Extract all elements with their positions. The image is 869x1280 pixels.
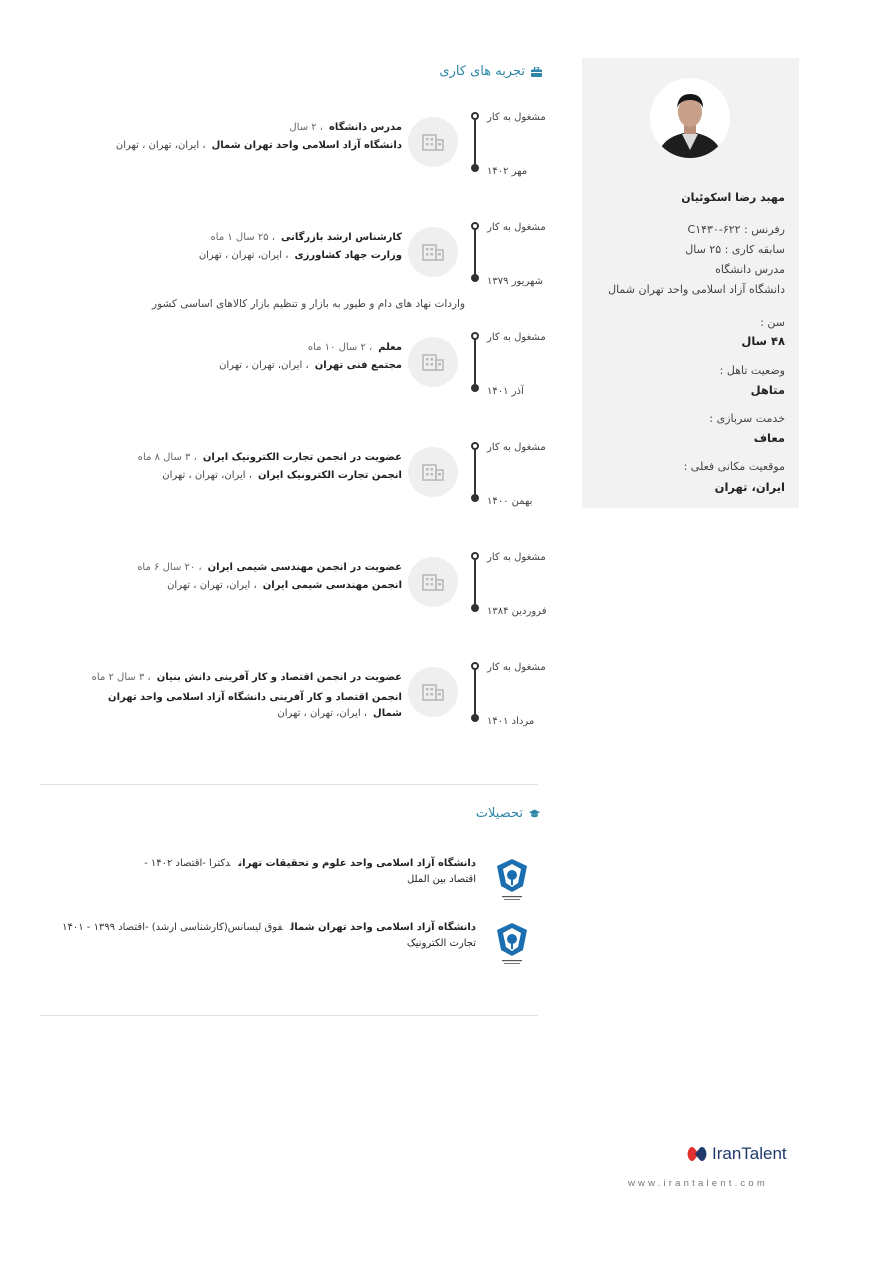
timeline-end-dot (471, 494, 479, 502)
timeline-end-dot (471, 384, 479, 392)
current-workplace: دانشگاه آزاد اسلامی واحد تهران شمال (608, 283, 785, 296)
building-icon (408, 337, 458, 387)
university-logo-icon (494, 856, 530, 906)
brand-name: IranTalent (712, 1144, 787, 1163)
job-title: معلم (378, 342, 402, 353)
profile-sidebar (582, 58, 799, 508)
website-url[interactable]: www.irantalent.com (628, 1178, 768, 1189)
timeline-line (474, 116, 476, 168)
timeline-end-dot (471, 604, 479, 612)
job-organization: مجتمع فنی تهران (314, 360, 402, 371)
education-title: تحصیلات (475, 806, 523, 821)
avatar (650, 78, 730, 158)
job-description: واردات نهاد های دام و طیور به بازار و تنظیم بازار کالاهای اساسی کشور (152, 298, 466, 310)
job-location: ، ایران، تهران ، تهران (167, 580, 257, 591)
job-location: ، ایران، تهران ، تهران (219, 360, 309, 371)
job-org-row (82, 690, 402, 722)
education-entry (62, 920, 530, 972)
job-duration: ، ۲۰ سال ۶ ماه (137, 562, 202, 573)
job-location: ، ایران، تهران ، تهران (115, 140, 206, 151)
job-title-row (211, 232, 402, 243)
job-status: مشغول به کار (487, 662, 546, 673)
job-duration: ، ۳ سال ۲ ماه (91, 672, 151, 683)
job-org-row (199, 250, 402, 261)
job-organization: وزارت جهاد کشاورزی (294, 250, 402, 261)
job-title-row (92, 672, 402, 683)
field-of-study: تجارت الکترونیک (406, 938, 476, 949)
job-status: مشغول به کار (487, 222, 546, 233)
job-organization: دانشگاه آزاد اسلامی واحد تهران شمال (211, 140, 402, 151)
age-label: سن : (760, 316, 785, 329)
current-position: مدرس دانشگاه (715, 263, 785, 276)
job-title-row (138, 452, 402, 463)
irantalent-logo (686, 1144, 787, 1164)
job-duration: ، ۲۵ سال ۱ ماه (210, 232, 275, 243)
job-title-row (289, 122, 402, 133)
job-entry (40, 662, 550, 736)
marital-status-label: وضعیت تاهل : (719, 364, 785, 377)
job-location: ، ایران، تهران ، تهران (277, 708, 368, 719)
job-org-row (162, 470, 402, 481)
education-line (62, 922, 476, 933)
job-location: ، ایران، تهران ، تهران (198, 250, 289, 261)
degree: فوق لیسانس(کارشناسی ارشد) -اقتصاد ۱۳۹۹ - ۱۴۰۱ (62, 922, 283, 933)
work-experience-years: سابقه کاری : ۲۵ سال (685, 243, 785, 256)
job-status: مشغول به کار (487, 552, 546, 563)
work-experience-title: تجربه های کاری (439, 64, 525, 79)
job-title: عضویت در انجمن مهندسی شیمی ایران (207, 562, 402, 573)
job-org-row (219, 360, 402, 371)
job-location: ، ایران، تهران ، تهران (162, 470, 252, 481)
job-org-row (116, 140, 402, 151)
education-line (144, 858, 476, 869)
job-status: مشغول به کار (487, 332, 546, 343)
job-date: آذر ۱۴۰۱ (487, 386, 524, 397)
timeline-start-dot (471, 112, 479, 120)
job-title: مدرس دانشگاه (329, 122, 402, 133)
job-entry (40, 552, 550, 626)
job-title-row (137, 562, 402, 573)
graduation-cap-icon (529, 809, 540, 819)
location-value: ایران، تهران (714, 480, 785, 494)
job-title: عضویت در انجمن اقتصاد و کار آفرینی دانش بنیان (156, 672, 402, 683)
field-of-study: اقتصاد بین الملل (406, 874, 476, 885)
job-entry (40, 222, 550, 296)
building-icon (408, 227, 458, 277)
section-divider (40, 1015, 538, 1016)
timeline-start-dot (471, 222, 479, 230)
work-experience-header (439, 64, 542, 79)
job-duration: ، ۳ سال ۸ ماه (137, 452, 197, 463)
job-org-row (167, 580, 402, 591)
building-icon (408, 667, 458, 717)
university-name: دانشگاه آزاد اسلامی واحد علوم و تحقیقات تهران (238, 858, 476, 869)
job-title: کارشناس ارشد بازرگانی (280, 232, 402, 243)
job-date: بهمن ۱۴۰۰ (487, 496, 533, 507)
job-date: شهریور ۱۳۷۹ (487, 276, 543, 287)
job-organization: انجمن مهندسی شیمی ایران (262, 580, 402, 591)
timeline-start-dot (471, 552, 479, 560)
job-title-row (308, 342, 402, 353)
timeline-line (474, 666, 476, 718)
timeline-end-dot (471, 274, 479, 282)
age-value: ۴۸ سال (741, 334, 785, 348)
timeline-end-dot (471, 164, 479, 172)
job-date: مهر ۱۴۰۲ (487, 166, 528, 177)
job-date: فروردین ۱۳۸۴ (487, 606, 547, 617)
job-entry (40, 332, 550, 406)
military-service-value: معاف (753, 431, 785, 445)
university-name: دانشگاه آزاد اسلامی واحد تهران شمال (290, 922, 476, 933)
timeline-start-dot (471, 332, 479, 340)
education-header (476, 806, 540, 821)
brand-mark-icon (686, 1145, 708, 1163)
job-organization: انجمن اقتصاد و کار آفرینی دانشگاه آزاد اسلامی واحد تهران شمال (108, 692, 402, 719)
timeline-line (474, 556, 476, 608)
job-entry (40, 442, 550, 516)
briefcase-icon (531, 67, 542, 77)
job-status: مشغول به کار (487, 442, 546, 453)
degree: دکترا -اقتصاد ۱۴۰۲ - (144, 858, 231, 869)
job-date: مرداد ۱۴۰۱ (487, 716, 535, 727)
section-divider (40, 784, 538, 785)
marital-status-value: متاهل (750, 383, 785, 397)
military-service-label: خدمت سربازی : (709, 412, 785, 425)
timeline-start-dot (471, 662, 479, 670)
education-entry (100, 856, 530, 908)
location-label: موقعیت مکانی فعلی : (683, 460, 785, 473)
reference-code: رفرنس : C۱۴۳۰-۶۲۲ (687, 223, 785, 236)
university-logo-icon (494, 920, 530, 970)
timeline-start-dot (471, 442, 479, 450)
timeline-line (474, 226, 476, 278)
building-icon (408, 447, 458, 497)
job-status: مشغول به کار (487, 112, 546, 123)
timeline-end-dot (471, 714, 479, 722)
job-entry (40, 112, 550, 186)
job-organization: انجمن تجارت الکترونیک ایران (257, 470, 402, 481)
building-icon (408, 117, 458, 167)
job-duration: ، ۲ سال ۱۰ ماه (307, 342, 373, 353)
job-duration: ، ۲ سال (289, 122, 324, 133)
building-icon (408, 557, 458, 607)
profile-name: مهبد رضا اسکوئیان (681, 191, 785, 204)
timeline-line (474, 336, 476, 388)
job-title: عضویت در انجمن تجارت الکترونیک ایران (202, 452, 402, 463)
timeline-line (474, 446, 476, 498)
